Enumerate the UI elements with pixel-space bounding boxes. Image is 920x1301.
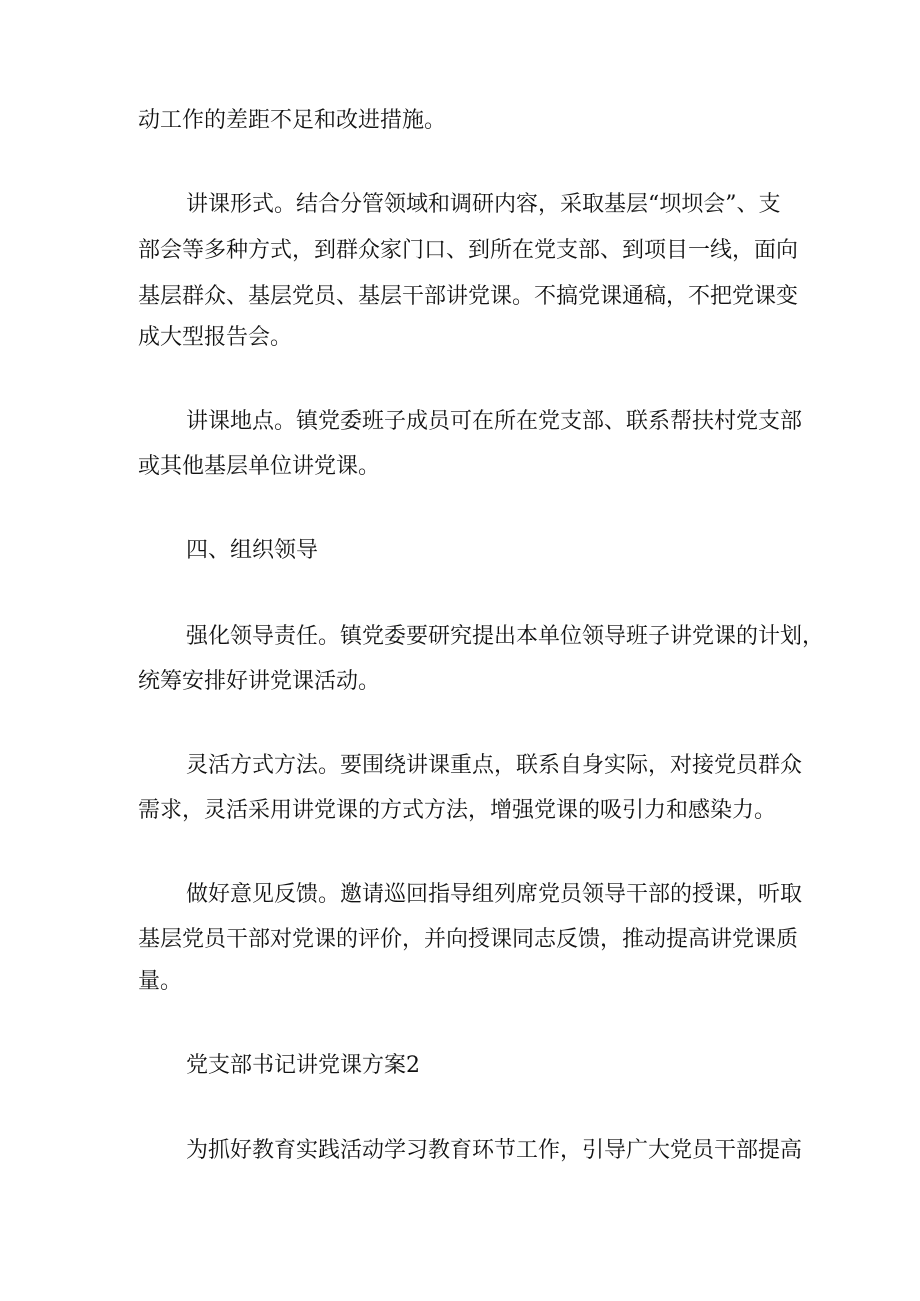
paragraph-first-line: 强化领导责任。镇党委要研究提出本单位领导班子讲党课的计划， [186,624,825,649]
section-heading: 四、组织领导 [186,538,319,563]
paragraph-first-line: 讲课形式。结合分管领域和调研内容，采取基层“坝坝会”、支 [186,192,781,217]
paragraph-first-line: 灵活方式方法。要围绕讲课重点，联系自身实际，对接党员群众 [186,753,803,778]
text-line: 动工作的差距不足和改进措施。 [138,108,447,133]
text-line: 成大型报告会。 [138,325,293,350]
paragraph-first-line: 做好意见反馈。邀请巡回指导组列席党员领导干部的授课，听取 [186,882,803,907]
text-line: 基层党员干部对党课的评价，并向授课同志反馈，推动提高讲党课质 [138,927,799,952]
text-line: 部会等多种方式，到群众家门口、到所在党支部、到项目一线，面向 [138,238,799,263]
text-line: 需求，灵活采用讲党课的方式方法，增强党课的吸引力和感染力。 [138,798,777,823]
document-subtitle: 党支部书记讲党课方案2 [186,1053,420,1078]
text-line: 或其他基层单位讲党课。 [138,454,381,479]
paragraph-first-line: 为抓好教育实践活动学习教育环节工作，引导广大党员干部提高 [186,1138,803,1163]
text-line: 统筹安排好讲党课活动。 [138,669,381,694]
text-line: 基层群众、基层党员、基层干部讲党课。不搞党课通稿，不把党课变 [138,284,799,309]
paragraph-first-line: 讲课地点。镇党委班子成员可在所在党支部、联系帮扶村党支部 [186,409,803,434]
text-line: 量。 [138,969,183,994]
